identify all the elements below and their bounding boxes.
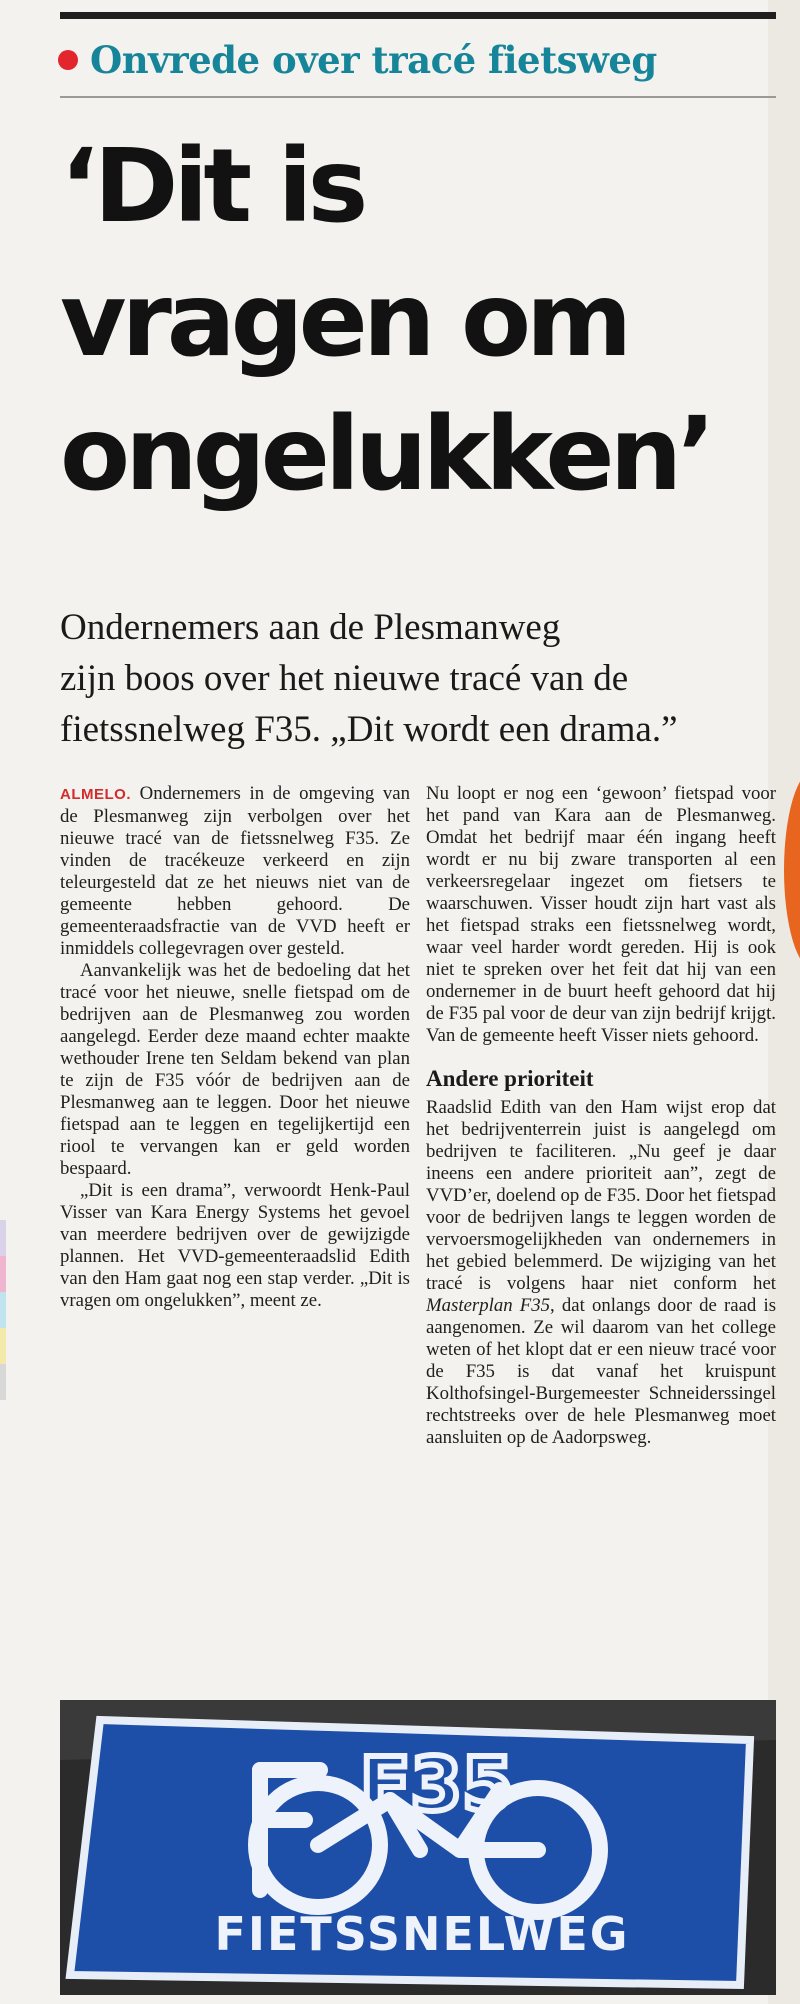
paragraph-1 [60,783,410,960]
headline [60,120,776,522]
dateline: ALMELO. [60,786,131,803]
paragraph-1-text: Ondernemers in de omgeving van de Plesmanweg zijn verbolgen over het nieuwe tracé van de fietssnelweg F35. Ze vinden de tracékeuze verkeerd en zijn teleurgesteld dat ze het nieuws niet van de gemeente hebben gehoord. De gemeenteraadsfractie van de VVD heeft er inmiddels collegevragen over gesteld. [60,783,410,959]
intro [60,602,776,755]
kicker-rule [60,96,776,98]
column-right [426,783,776,1683]
photo-fietssnelweg-sign [60,1700,776,1995]
kicker-text: Onvrede over tracé fietsweg [90,38,657,82]
intro-line-2: zijn boos over het nieuwe tracé van de [60,658,629,699]
column-left [60,783,410,1683]
sign-code: F35 [360,1742,514,1828]
paragraph-5-text-b: , dat onlangs door de raad is aangenomen. Ze wil daarom van het college weten of het klopt dat er een nieuw tracé voor de F35 is dat vanaf het kruispunt Kolthofsingel-Burgemeester Schneiderssingel rechtstreeks over de hele Plesmanweg moet aansluiten op de Aadorpsweg. [426,1295,777,1448]
subhead: Andere prioriteit [426,1066,594,1091]
paragraph-5-text-a: Raadslid Edith van den Ham wijst erop dat het bedrijventerrein juist is aangelegd om bedrijven te faciliteren. „Nu geef je daar ineens een andere prioriteit aan”, zegt de VVD’er, doelend op de F35. Door het fietspad voor de bedrijven langs te leggen worden de vervoersmogelijkheden van ondernemers in het gebied belemmerd. De wijziging van het tracé is volgens haar niet conform het [426,1097,776,1294]
adjacent-page-orange-shape [784,770,800,970]
print-color-marks [0,1220,6,1400]
intro-line-1: Ondernemers aan de Plesmanweg [60,607,561,648]
red-bullet-icon [58,50,78,70]
kicker [58,30,657,90]
top-rule [60,12,776,19]
masterplan-title: Masterplan F35 [426,1295,551,1316]
intro-line-3: fietssnelweg F35. „Dit wordt een drama.” [60,709,678,750]
headline-line-2: vragen om [60,261,628,380]
headline-line-3: ongelukken’ [60,395,711,514]
paragraph-4-continued: Nu loopt er nog een ‘gewoon’ fietspad voor het pand van Kara aan de Plesmanweg. Omdat het bedrijf maar één ingang heeft wordt er nu bij zware transporten al een verkeersregelaar ingezet om fietsers te waarschuwen. Visser houdt zijn hart vast als het fietspad straks een fietssnelweg wordt, waar veel harder wordt gereden. Hij is ook niet te spreken over het feit dat hij van een ondernemer in de buurt heeft gehoord dat hij de F35 pal voor de deur van zijn bedrijf krijgt. Van de gemeente heeft Visser niets gehoord. [426,783,776,1046]
article-body [60,783,776,1683]
headline-line-1: ‘Dit is [60,127,364,246]
paragraph-2: Aanvankelijk was het de bedoeling dat het tracé voor het nieuwe, snelle fietspad om de bedrijven aan de Plesmanweg zou worden aangelegd. Eerder deze maand echter maakte wethouder Irene ten Seldam bekend van plan te zijn de F35 vóór de bedrijven aan de Plesmanweg aan te leggen. Door het nieuwe fietspad aan te leggen en tegelijkertijd een riool te vervangen kan er geld worden bespaard. [60,960,410,1179]
paragraph-5 [426,1097,776,1449]
paragraph-3: „Dit is een drama”, verwoordt Henk-Paul Visser van Kara Energy Systems het gevoel van meerdere bedrijven over de gewijzigde plannen. Het VVD-gemeenteraadslid Edith van den Ham gaat nog een stap verder. „Dit is vragen om ongelukken”, meent ze. [60,1180,410,1311]
sign-label: FIETSSNELWEG [214,1907,630,1961]
